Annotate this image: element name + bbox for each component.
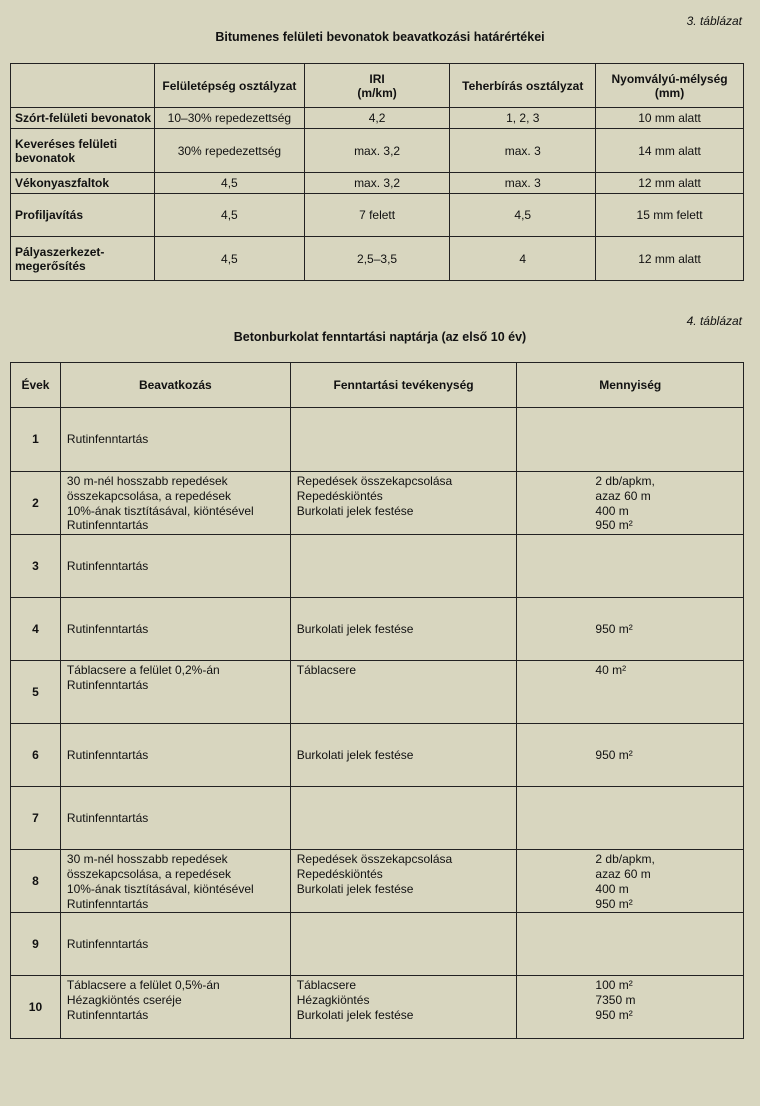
action-line: 10%-ának tisztításával, kiöntésével [66, 881, 254, 896]
cell-bearing: max. 3 [450, 129, 596, 173]
cell-surface: 4,5 [155, 173, 305, 194]
work-line: Burkolati jelek festése [296, 503, 414, 518]
header-iri-line2: (m/km) [357, 85, 397, 100]
header-iri-line1: IRI [369, 71, 385, 86]
cell-work [290, 408, 517, 472]
table3-row [11, 129, 744, 173]
cell-iri: max. 3,2 [304, 173, 450, 194]
cell-work [290, 535, 517, 598]
qty-line: azaz 60 m [595, 866, 651, 881]
cell-action [60, 976, 290, 1039]
cell-year: 8 [11, 850, 61, 913]
table4-header-work: Fenntartási tevékenység [290, 363, 517, 408]
action-line: Rutinfenntartás [66, 747, 149, 762]
cell-year: 4 [11, 598, 61, 661]
qty-line: 40 m² [595, 663, 627, 678]
cell-qty [517, 913, 744, 976]
table4-header-action: Beavatkozás [60, 363, 290, 408]
row-name-line: Vékonyaszfaltok [15, 176, 110, 190]
cell-action [60, 472, 290, 535]
row-name [11, 194, 155, 237]
qty-line: 7350 m [595, 993, 636, 1008]
table3-label: 3. táblázat [686, 14, 742, 28]
action-line: Rutinfenntartás [66, 810, 149, 825]
header-rut-line2: (mm) [654, 85, 685, 100]
table4-row [11, 724, 744, 787]
cell-qty [517, 408, 744, 472]
cell-qty [517, 850, 744, 913]
cell-rut: 14 mm alatt [596, 129, 744, 173]
work-line: Repedéskiöntés [296, 866, 383, 881]
table4-row [11, 976, 744, 1039]
work-line: Táblacsere [296, 978, 357, 993]
cell-rut: 15 mm felett [596, 194, 744, 237]
action-line: 30 m-nél hosszabb repedések [66, 852, 228, 867]
row-name [11, 237, 155, 281]
work-line: Burkolati jelek festése [296, 621, 414, 636]
row-name [11, 108, 155, 129]
cell-rut: 12 mm alatt [596, 173, 744, 194]
action-line: Rutinfenntartás [66, 518, 149, 533]
work-line: Repedések összekapcsolása [296, 474, 453, 488]
cell-action [60, 408, 290, 472]
cell-year: 3 [11, 535, 61, 598]
cell-year: 9 [11, 913, 61, 976]
row-name [11, 173, 155, 194]
action-line: Rutinfenntartás [66, 677, 149, 692]
cell-qty [517, 598, 744, 661]
cell-qty [517, 976, 744, 1039]
table3-header-iri [304, 64, 450, 108]
cell-work [290, 787, 517, 850]
work-line: Repedések összekapcsolása [296, 852, 453, 867]
row-name [11, 129, 155, 173]
table3-header-rut [596, 64, 744, 108]
cell-qty [517, 724, 744, 787]
cell-action [60, 787, 290, 850]
cell-surface: 10–30% repedezettség [155, 108, 305, 129]
table4-row [11, 913, 744, 976]
cell-bearing: 4 [450, 237, 596, 281]
work-line: Táblacsere [296, 663, 357, 678]
table3-row [11, 194, 744, 237]
table4-label: 4. táblázat [686, 314, 742, 328]
cell-work [290, 724, 517, 787]
action-line: Rutinfenntartás [66, 896, 149, 911]
cell-rut: 12 mm alatt [596, 237, 744, 281]
cell-bearing: 4,5 [450, 194, 596, 237]
cell-action [60, 850, 290, 913]
cell-work [290, 598, 517, 661]
cell-year: 1 [11, 408, 61, 472]
table4-row [11, 472, 744, 535]
table3-title: Bitumenes felületi bevonatok beavatkozási határértékei [215, 30, 545, 44]
table3-header-row [11, 64, 744, 108]
cell-year: 5 [11, 661, 61, 724]
row-name-line: Profiljavítás [15, 208, 84, 222]
qty-line: 950 m² [595, 621, 633, 636]
table4-row [11, 787, 744, 850]
table3-header-empty [11, 64, 155, 108]
cell-work [290, 850, 517, 913]
qty-line: 2 db/apkm, [595, 852, 655, 867]
cell-iri: 4,2 [304, 108, 450, 129]
table4 [10, 362, 744, 1039]
cell-qty [517, 661, 744, 724]
cell-action [60, 661, 290, 724]
qty-line: 950 m² [595, 896, 633, 911]
table3-row [11, 108, 744, 129]
action-line: Rutinfenntartás [66, 936, 149, 951]
work-line: Burkolati jelek festése [296, 881, 414, 896]
table3 [10, 63, 744, 281]
cell-qty [517, 787, 744, 850]
action-line: Rutinfenntartás [66, 558, 149, 573]
action-line: Rutinfenntartás [66, 621, 149, 636]
cell-action [60, 724, 290, 787]
table3-header-surface: Felületépség osztályzat [155, 64, 305, 108]
table4-body [11, 408, 744, 1039]
qty-line: 950 m² [595, 747, 633, 762]
cell-qty [517, 472, 744, 535]
row-name-line: megerősítés [15, 258, 86, 273]
cell-iri: 7 felett [304, 194, 450, 237]
action-line: összekapcsolása, a repedések [66, 866, 232, 881]
cell-qty [517, 535, 744, 598]
row-name-line: bevonatok [15, 150, 76, 165]
table4-row [11, 661, 744, 724]
qty-line: azaz 60 m [595, 488, 651, 503]
qty-line: 950 m² [595, 518, 633, 533]
qty-line: 400 m [595, 503, 629, 518]
cell-year: 6 [11, 724, 61, 787]
cell-surface: 4,5 [155, 194, 305, 237]
action-line: Táblacsere a felület 0,2%-án [66, 663, 220, 678]
qty-line: 2 db/apkm, [595, 474, 655, 488]
cell-surface: 30% repedezettség [155, 129, 305, 173]
action-line: Táblacsere a felület 0,5%-án [66, 978, 220, 993]
table3-row [11, 237, 744, 281]
table4-header-year: Évek [11, 363, 61, 408]
action-line: Rutinfenntartás [66, 1007, 149, 1022]
cell-work [290, 976, 517, 1039]
work-line: Burkolati jelek festése [296, 747, 414, 762]
action-line: összekapcsolása, a repedések [66, 488, 232, 503]
header-rut-line1: Nyomvályú-mélység [611, 71, 728, 86]
action-line: Rutinfenntartás [66, 432, 149, 447]
table4-row [11, 408, 744, 472]
table3-header-bearing: Teherbírás osztályzat [450, 64, 596, 108]
row-name-line: Szórt-felületi bevonatok [15, 111, 152, 125]
cell-bearing: 1, 2, 3 [450, 108, 596, 129]
cell-work [290, 661, 517, 724]
cell-work [290, 913, 517, 976]
work-line: Burkolati jelek festése [296, 1007, 414, 1022]
table4-header-qty: Mennyiség [517, 363, 744, 408]
cell-action [60, 535, 290, 598]
qty-line: 100 m² [595, 978, 633, 993]
cell-surface: 4,5 [155, 237, 305, 281]
row-name-line: Keveréses felületi [15, 136, 118, 151]
table3-row [11, 173, 744, 194]
cell-year: 7 [11, 787, 61, 850]
cell-year: 10 [11, 976, 61, 1039]
table4-row [11, 850, 744, 913]
work-line: Hézagkiöntés [296, 993, 370, 1008]
action-line: 10%-ának tisztításával, kiöntésével [66, 503, 254, 518]
cell-iri: max. 3,2 [304, 129, 450, 173]
row-name-line: Pályaszerkezet- [15, 244, 105, 259]
action-line: Hézagkiöntés cseréje [66, 993, 182, 1008]
cell-rut: 10 mm alatt [596, 108, 744, 129]
table4-row [11, 598, 744, 661]
qty-line: 950 m² [595, 1007, 633, 1022]
cell-year: 2 [11, 472, 61, 535]
cell-action [60, 598, 290, 661]
table4-title: Betonburkolat fenntartási naptárja (az első 10 év) [233, 330, 527, 344]
cell-action [60, 913, 290, 976]
cell-bearing: max. 3 [450, 173, 596, 194]
table4-row [11, 535, 744, 598]
table4-header-row [11, 363, 744, 408]
work-line: Repedéskiöntés [296, 488, 383, 503]
cell-work [290, 472, 517, 535]
action-line: 30 m-nél hosszabb repedések [66, 474, 228, 488]
qty-line: 400 m [595, 881, 629, 896]
cell-iri: 2,5–3,5 [304, 237, 450, 281]
